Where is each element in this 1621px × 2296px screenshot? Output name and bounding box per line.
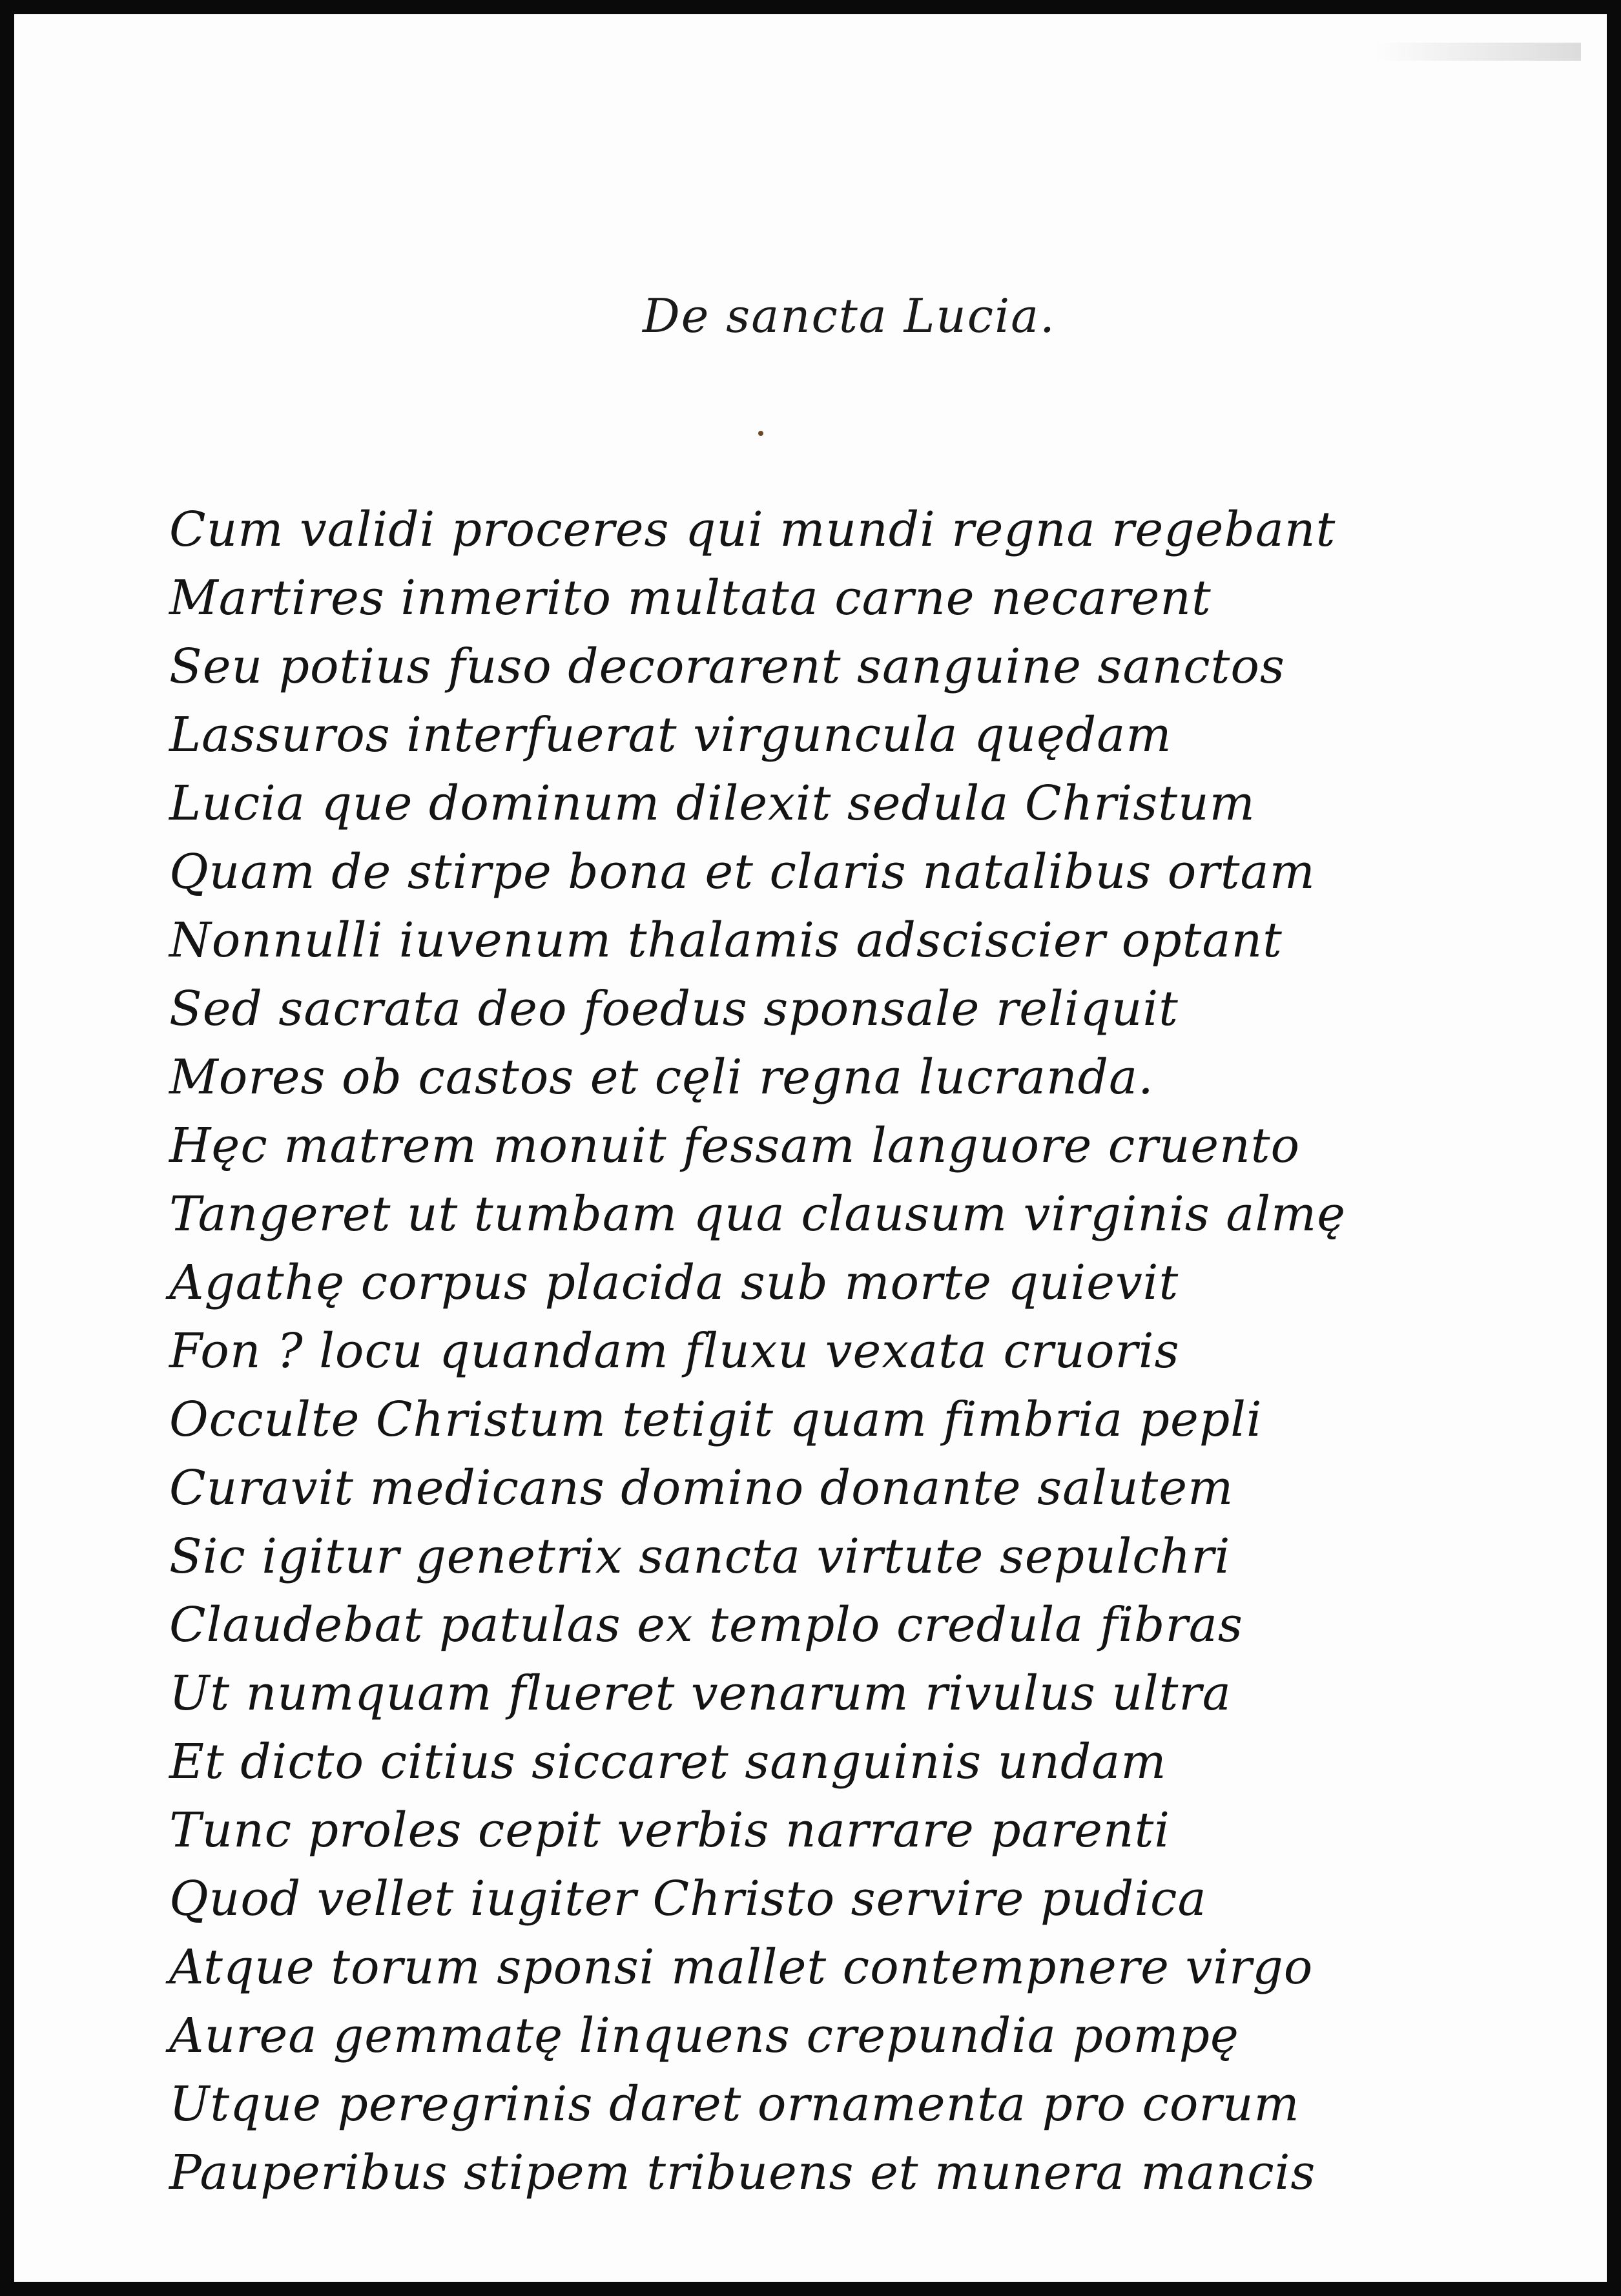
page-title: De sancta Lucia. <box>643 289 1056 343</box>
poem-line: Agathę corpus placida sub morte quievit <box>169 1255 1179 1310</box>
poem-line: Quod vellet iugiter Christo servire pudica <box>169 1871 1207 1927</box>
poem-line: Cum validi proceres qui mundi regna regebant <box>169 502 1336 557</box>
poem-line: Curavit medicans domino donante salutem <box>169 1460 1234 1516</box>
poem-line: Ut numquam flueret venarum rivulus ultra <box>169 1666 1232 1721</box>
poem-line: Tunc proles cepit verbis narrare parenti <box>169 1803 1170 1858</box>
poem-line: Hęc matrem monuit fessam languore cruento <box>169 1118 1301 1174</box>
poem-line: Utque peregrinis daret ornamenta pro corum <box>169 2076 1300 2132</box>
scan-shadow <box>1374 43 1581 61</box>
ink-dot <box>758 431 763 436</box>
poem-line: Aurea gemmatę linquens crepundia pompę <box>169 2008 1239 2063</box>
poem-line: Martires inmerito multata carne necarent <box>169 570 1212 626</box>
poem-line: Atque torum sponsi mallet contempnere virgo <box>169 1939 1314 1995</box>
poem-line: Mores ob castos et cęli regna lucranda. <box>169 1050 1154 1105</box>
poem-lines <box>169 495 1525 2207</box>
poem-line: Claudebat patulas ex templo credula fibras <box>169 1597 1243 1653</box>
poem-line: Seu potius fuso decorarent sanguine sanctos <box>169 639 1285 694</box>
poem-line: Nonnulli iuvenum thalamis adsciscier optant <box>169 913 1283 968</box>
poem-line: Et dicto citius siccaret sanguinis undam <box>169 1734 1167 1790</box>
poem-line: Sed sacrata deo foedus sponsale reliquit <box>169 981 1179 1037</box>
poem-line: Fon ? locu quandam fluxu vexata cruoris <box>169 1323 1180 1379</box>
poem-line: Sic igitur genetrix sancta virtute sepulchri <box>169 1529 1231 1584</box>
poem-line: Occulte Christum tetigit quam fimbria pepli <box>169 1392 1263 1447</box>
poem-line: Pauperibus stipem tribuens et munera mancis <box>169 2145 1316 2200</box>
poem-line: Lucia que dominum dilexit sedula Christum <box>169 776 1255 831</box>
poem-line: Lassuros interfuerat virguncula quędam <box>169 707 1172 763</box>
poem-line: Tangeret ut tumbam qua clausum virginis almę <box>169 1186 1346 1242</box>
poem-line: Quam de stirpe bona et claris natalibus ortam <box>169 844 1316 900</box>
